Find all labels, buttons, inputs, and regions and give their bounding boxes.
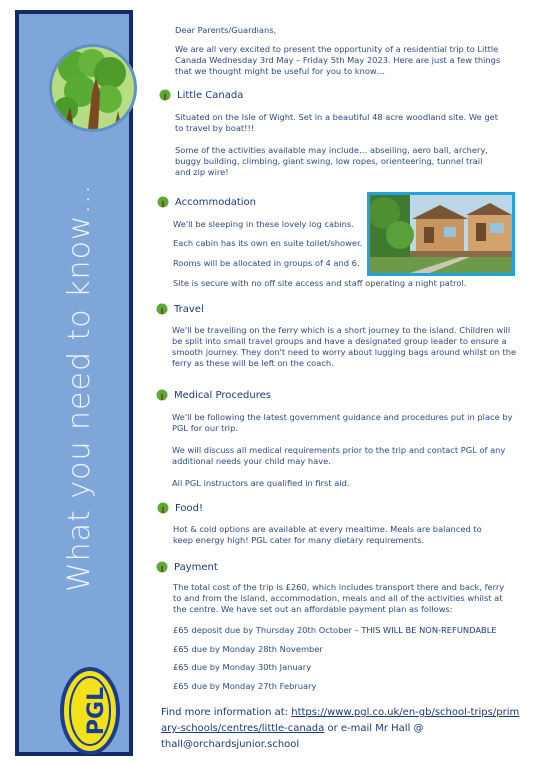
pgl-website-link[interactable]: https://www.pgl.co.uk/en-gb/school-trips/primary-schools/centres/little-canada: [161, 707, 520, 734]
heading-travel: [156, 303, 204, 315]
tree-icon: [157, 196, 169, 208]
heading-payment: [156, 561, 218, 573]
tree-icon: [156, 303, 168, 315]
little-canada-p2: Some of the activities available may include… abseiling, aero ball, archery, buggy building, climbing, giant swing, low ropes, orienteering, tunnel trail and zip wire!: [175, 145, 488, 177]
payment-deposit-text: £65 deposit due by Thursday 20th October –: [173, 625, 362, 635]
footer-info: [161, 705, 521, 753]
heading-label: Food!: [175, 502, 203, 514]
footer-prefix: Find more information at:: [161, 707, 292, 718]
heading-label: Medical Procedures: [174, 389, 271, 401]
heading-label: Payment: [174, 561, 218, 573]
accommodation-p4: Site is secure with no off site access and staff operating a night patrol.: [173, 278, 467, 288]
medical-p3: All PGL instructors are qualified in first aid.: [172, 478, 350, 488]
payment-p1: The total cost of the trip is £260, which includes transport there and back, ferry to and from the island, accommodation, meals and all of the activities whilst at the centre. We have set out an affordable payment plan as follows:: [173, 582, 505, 614]
medical-p2: We will discuss all medical requirements prior to the trip and contact PGL of any additional needs your child may have.: [172, 445, 506, 466]
heading-label: Travel: [174, 303, 204, 315]
heading-label: Little Canada: [177, 89, 244, 101]
tree-icon: [157, 502, 169, 514]
pgl-logo-icon: [59, 666, 121, 756]
payment-deposit: [173, 625, 518, 636]
heading-label: Accommodation: [175, 196, 257, 208]
payment-deposit-warning: THIS WILL BE NON-REFUNDABLE: [361, 625, 497, 635]
tree-icon: [159, 89, 171, 101]
logo-text: PGL: [84, 686, 109, 736]
greeting: Dear Parents/Guardians,: [175, 25, 277, 35]
log-cabins-photo: [367, 192, 515, 276]
accommodation-p3: Rooms will be allocated in groups of 4 and 6.: [173, 258, 360, 268]
tree-icon: [156, 561, 168, 573]
heading-medical-procedures: [156, 389, 271, 401]
tree-icon: [156, 389, 168, 401]
sidebar-title: What you need to know…: [62, 183, 97, 592]
footer-email-text: or e-mail Mr Hall @ thall@orchardsjunior.school: [161, 723, 424, 750]
travel-p1: We'll be travelling on the ferry which is a short journey to the island. Children will be split into small travel groups and have a designated group leader to ensure a smooth journey. They don't need to worry about lugging bags around whilst on the ferry as these will be left on the coach.: [172, 325, 517, 368]
food-p1: Hot & cold options are available at every mealtime. Meals are balanced to keep energy high! PGL cater for many dietary requirements.: [173, 524, 482, 545]
little-canada-p1: Situated on the Isle of Wight. Set in a beautiful 48 acre woodland site. We get to travel by boat!!!: [175, 112, 498, 133]
payment-instalment-2: £65 due by Monday 30th January: [173, 662, 312, 672]
heading-food: [157, 502, 203, 514]
payment-instalment-1: £65 due by Monday 28th November: [173, 644, 323, 654]
payment-instalment-3: £65 due by Monday 27th February: [173, 681, 317, 691]
heading-accommodation: [157, 196, 256, 208]
accommodation-p1: We'll be sleeping in these lovely log cabins.: [173, 219, 354, 229]
accommodation-p2: Each cabin has its own en suite toilet/shower.: [173, 238, 363, 248]
medical-p1: We'll be following the latest government guidance and procedures put in place by PGL for our trip.: [172, 412, 513, 433]
sidebar: [15, 10, 133, 756]
tree-illustration-icon: [49, 44, 137, 132]
heading-little-canada: [159, 89, 243, 101]
intro-paragraph: We are all very excited to present the opportunity of a residential trip to Little Canada Wednesday 3rd May – Friday 5th May 2023. Here are just a few things that we thought might be useful for you to know…: [175, 44, 501, 76]
